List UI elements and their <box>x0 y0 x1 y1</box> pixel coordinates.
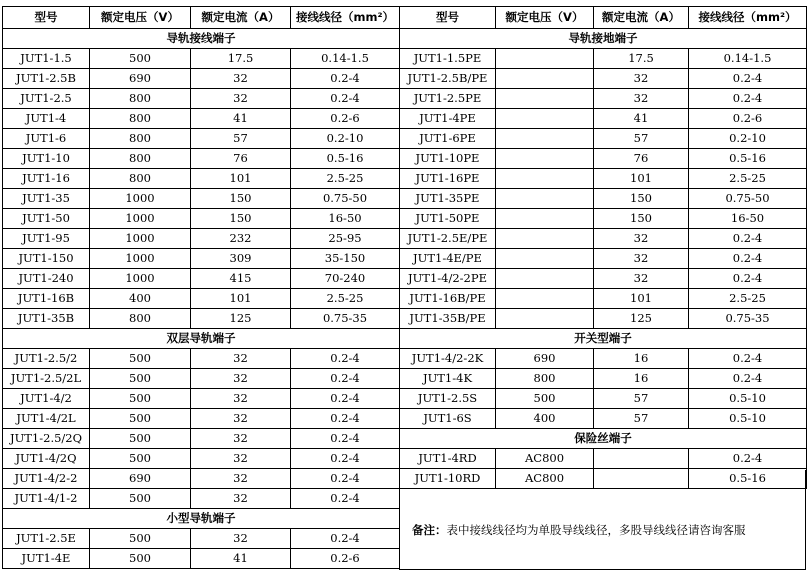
note-text <box>412 522 746 538</box>
cell-current: 32 <box>191 529 291 549</box>
cell-current: 16 <box>594 349 689 369</box>
table-row <box>400 169 807 189</box>
cell-current: 32 <box>191 89 291 109</box>
section-header-row <box>3 509 400 529</box>
cell-model: JUT1-4/2-2 <box>3 469 90 489</box>
cell-wire-size: 0.2-10 <box>291 129 400 149</box>
cell-wire-size: 0.5-16 <box>291 149 400 169</box>
table-row <box>400 369 807 389</box>
cell-current: 150 <box>191 209 291 229</box>
section-title: 小型导轨端子 <box>3 509 400 529</box>
cell-model: JUT1-6 <box>3 129 90 149</box>
table-row <box>3 309 400 329</box>
table-row <box>400 49 807 69</box>
section-title: 开关型端子 <box>400 329 807 349</box>
cell-wire-size: 0.2-6 <box>291 549 400 569</box>
section-title: 导轨接地端子 <box>400 29 807 49</box>
cell-voltage: 800 <box>90 89 191 109</box>
cell-wire-size: 0.2-4 <box>689 449 807 469</box>
cell-wire-size: 0.2-10 <box>689 129 807 149</box>
table-row <box>400 289 807 309</box>
cell-wire-size: 0.75-35 <box>689 309 807 329</box>
cell-current: 101 <box>191 169 291 189</box>
table-row <box>3 269 400 289</box>
table-row <box>3 229 400 249</box>
section-header-row <box>3 29 400 49</box>
cell-wire-size: 0.2-6 <box>689 109 807 129</box>
table-row <box>3 349 400 369</box>
cell-current: 32 <box>594 249 689 269</box>
cell-current: 76 <box>191 149 291 169</box>
table-row <box>400 189 807 209</box>
cell-wire-size: 0.5-10 <box>689 389 807 409</box>
table-row <box>400 269 807 289</box>
header-current: 额定电流（A） <box>594 7 689 29</box>
cell-voltage: 400 <box>90 289 191 309</box>
header-voltage: 额定电压（V） <box>90 7 191 29</box>
cell-model: JUT1-4RD <box>400 449 496 469</box>
cell-wire-size: 2.5-25 <box>689 289 807 309</box>
cell-wire-size: 35-150 <box>291 249 400 269</box>
right-table-panel <box>399 6 806 489</box>
section-title: 保险丝端子 <box>400 429 807 449</box>
cell-voltage: 500 <box>90 349 191 369</box>
header-model: 型号 <box>3 7 90 29</box>
table-row <box>3 469 400 489</box>
cell-current: 17.5 <box>191 49 291 69</box>
cell-wire-size: 70-240 <box>291 269 400 289</box>
cell-current: 101 <box>594 289 689 309</box>
cell-current: 32 <box>191 369 291 389</box>
table-row <box>3 409 400 429</box>
left-table-panel <box>2 6 399 569</box>
table-row <box>3 69 400 89</box>
cell-voltage: 800 <box>90 109 191 129</box>
cell-current: 32 <box>191 429 291 449</box>
table-row <box>400 69 807 89</box>
table-row <box>400 409 807 429</box>
cell-wire-size: 0.14-1.5 <box>291 49 400 69</box>
cell-model: JUT1-2.5E/PE <box>400 229 496 249</box>
cell-model: JUT1-35PE <box>400 189 496 209</box>
cell-model: JUT1-10PE <box>400 149 496 169</box>
cell-current: 41 <box>594 109 689 129</box>
cell-wire-size: 0.75-50 <box>291 189 400 209</box>
section-header-row <box>400 329 807 349</box>
table-row <box>3 429 400 449</box>
cell-voltage: 800 <box>496 369 594 389</box>
cell-wire-size: 0.2-4 <box>291 469 400 489</box>
cell-voltage: 800 <box>90 149 191 169</box>
cell-wire-size: 0.2-4 <box>291 69 400 89</box>
cell-voltage <box>496 149 594 169</box>
cell-current: 76 <box>594 149 689 169</box>
cell-voltage <box>496 89 594 109</box>
cell-current: 57 <box>594 409 689 429</box>
cell-voltage <box>496 269 594 289</box>
cell-wire-size: 0.2-4 <box>291 409 400 429</box>
table-row <box>400 249 807 269</box>
table-row <box>3 449 400 469</box>
cell-voltage <box>496 169 594 189</box>
cell-model: JUT1-150 <box>3 249 90 269</box>
cell-current: 309 <box>191 249 291 269</box>
cell-wire-size: 0.2-4 <box>689 349 807 369</box>
cell-current: 125 <box>191 309 291 329</box>
cell-current: 57 <box>594 129 689 149</box>
cell-wire-size: 0.2-4 <box>689 229 807 249</box>
table-row <box>400 349 807 369</box>
cell-model: JUT1-1.5PE <box>400 49 496 69</box>
cell-voltage <box>496 69 594 89</box>
cell-wire-size: 0.2-6 <box>291 109 400 129</box>
cell-model: JUT1-35 <box>3 189 90 209</box>
cell-voltage: 1000 <box>90 229 191 249</box>
cell-model: JUT1-4PE <box>400 109 496 129</box>
note-box <box>399 470 806 570</box>
cell-current: 32 <box>191 469 291 489</box>
table-row <box>400 109 807 129</box>
cell-voltage: 500 <box>90 529 191 549</box>
cell-model: JUT1-4/1-2 <box>3 489 90 509</box>
cell-wire-size: 0.2-4 <box>291 389 400 409</box>
cell-wire-size: 0.2-4 <box>689 89 807 109</box>
cell-model: JUT1-2.5/2L <box>3 369 90 389</box>
cell-current: 415 <box>191 269 291 289</box>
cell-current: 32 <box>594 269 689 289</box>
table-row <box>400 149 807 169</box>
table-row <box>400 309 807 329</box>
cell-current: 17.5 <box>594 49 689 69</box>
table-row <box>3 49 400 69</box>
table-row <box>400 229 807 249</box>
cell-current: 32 <box>191 389 291 409</box>
cell-wire-size: 0.2-4 <box>291 429 400 449</box>
cell-model: JUT1-4/2-2PE <box>400 269 496 289</box>
header-row <box>3 7 400 29</box>
cell-current: 16 <box>594 369 689 389</box>
cell-current: 125 <box>594 309 689 329</box>
header-model: 型号 <box>400 7 496 29</box>
cell-voltage <box>496 229 594 249</box>
cell-voltage: 690 <box>90 469 191 489</box>
cell-model: JUT1-4 <box>3 109 90 129</box>
cell-current <box>594 449 689 469</box>
cell-voltage: 690 <box>496 349 594 369</box>
table-row <box>400 449 807 469</box>
cell-voltage <box>496 249 594 269</box>
cell-current: 150 <box>594 189 689 209</box>
cell-voltage <box>496 49 594 69</box>
cell-current: 41 <box>191 549 291 569</box>
cell-wire-size: 0.2-4 <box>291 489 400 509</box>
cell-wire-size: 0.5-10 <box>689 409 807 429</box>
cell-model: JUT1-16 <box>3 169 90 189</box>
cell-current: 32 <box>191 449 291 469</box>
cell-current: 32 <box>191 349 291 369</box>
cell-model: JUT1-4/2Q <box>3 449 90 469</box>
cell-current: 232 <box>191 229 291 249</box>
cell-wire-size: 0.5-16 <box>689 469 807 489</box>
cell-model: JUT1-2.5B <box>3 69 90 89</box>
cell-wire-size: 0.2-4 <box>689 269 807 289</box>
table-row <box>3 169 400 189</box>
cell-voltage <box>496 309 594 329</box>
cell-current: 57 <box>191 129 291 149</box>
cell-voltage: 500 <box>90 409 191 429</box>
header-row <box>400 7 807 29</box>
note-label: 备注： <box>412 523 447 537</box>
cell-voltage: 1000 <box>90 249 191 269</box>
cell-current: 150 <box>191 189 291 209</box>
right-spec-table <box>399 6 807 489</box>
table-row <box>400 209 807 229</box>
section-title: 双层导轨端子 <box>3 329 400 349</box>
cell-model: JUT1-4/2-2K <box>400 349 496 369</box>
cell-wire-size: 16-50 <box>291 209 400 229</box>
cell-voltage: 800 <box>90 309 191 329</box>
cell-model: JUT1-50PE <box>400 209 496 229</box>
cell-voltage: 500 <box>90 489 191 509</box>
table-row <box>3 89 400 109</box>
cell-voltage <box>496 109 594 129</box>
cell-model: JUT1-6S <box>400 409 496 429</box>
cell-current: 32 <box>594 69 689 89</box>
cell-model: JUT1-4/2 <box>3 389 90 409</box>
cell-wire-size: 0.75-35 <box>291 309 400 329</box>
cell-wire-size: 16-50 <box>689 209 807 229</box>
table-row <box>3 289 400 309</box>
table-row <box>3 189 400 209</box>
table-row <box>400 89 807 109</box>
cell-model: JUT1-10RD <box>400 469 496 489</box>
cell-voltage: 500 <box>90 429 191 449</box>
table-row <box>400 129 807 149</box>
cell-voltage: 1000 <box>90 209 191 229</box>
cell-model: JUT1-2.5/2 <box>3 349 90 369</box>
header-wire-size: 接线线径（mm²） <box>291 7 400 29</box>
cell-voltage: 500 <box>90 549 191 569</box>
header-current: 额定电流（A） <box>191 7 291 29</box>
table-row <box>3 369 400 389</box>
cell-current: 41 <box>191 109 291 129</box>
section-title: 导轨接线端子 <box>3 29 400 49</box>
table-row <box>3 389 400 409</box>
cell-current: 101 <box>594 169 689 189</box>
cell-model: JUT1-4K <box>400 369 496 389</box>
cell-voltage: 500 <box>90 49 191 69</box>
cell-wire-size: 0.2-4 <box>291 89 400 109</box>
table-row <box>3 549 400 569</box>
table-row <box>400 389 807 409</box>
cell-voltage: 400 <box>496 409 594 429</box>
cell-wire-size: 0.5-16 <box>689 149 807 169</box>
cell-model: JUT1-4E/PE <box>400 249 496 269</box>
cell-voltage: 500 <box>90 369 191 389</box>
cell-model: JUT1-2.5/2Q <box>3 429 90 449</box>
cell-wire-size: 0.2-4 <box>689 69 807 89</box>
cell-wire-size: 2.5-25 <box>689 169 807 189</box>
cell-model: JUT1-4E <box>3 549 90 569</box>
cell-wire-size: 0.2-4 <box>689 249 807 269</box>
cell-current: 32 <box>594 229 689 249</box>
table-row <box>3 529 400 549</box>
cell-current: 32 <box>191 489 291 509</box>
cell-voltage <box>496 189 594 209</box>
cell-voltage: 800 <box>90 169 191 189</box>
cell-model: JUT1-2.5 <box>3 89 90 109</box>
cell-voltage: 800 <box>90 129 191 149</box>
cell-model: JUT1-50 <box>3 209 90 229</box>
cell-voltage: AC800 <box>496 469 594 489</box>
cell-voltage: 1000 <box>90 269 191 289</box>
cell-voltage <box>496 289 594 309</box>
cell-model: JUT1-2.5S <box>400 389 496 409</box>
cell-wire-size: 0.2-4 <box>291 369 400 389</box>
table-row <box>3 489 400 509</box>
cell-wire-size: 0.14-1.5 <box>689 49 807 69</box>
cell-voltage: 500 <box>496 389 594 409</box>
cell-model: JUT1-16B/PE <box>400 289 496 309</box>
cell-model: JUT1-95 <box>3 229 90 249</box>
cell-wire-size: 0.75-50 <box>689 189 807 209</box>
cell-wire-size: 0.2-4 <box>291 449 400 469</box>
header-voltage: 额定电压（V） <box>496 7 594 29</box>
section-header-row <box>400 29 807 49</box>
left-spec-table <box>2 6 400 569</box>
header-wire-size: 接线线径（mm²） <box>689 7 807 29</box>
cell-model: JUT1-35B/PE <box>400 309 496 329</box>
cell-model: JUT1-35B <box>3 309 90 329</box>
table-row <box>3 109 400 129</box>
cell-current: 150 <box>594 209 689 229</box>
table-row <box>3 149 400 169</box>
cell-wire-size: 25-95 <box>291 229 400 249</box>
cell-voltage <box>496 209 594 229</box>
cell-current: 57 <box>594 389 689 409</box>
table-row <box>3 209 400 229</box>
cell-model: JUT1-1.5 <box>3 49 90 69</box>
cell-current: 32 <box>594 89 689 109</box>
cell-model: JUT1-240 <box>3 269 90 289</box>
cell-model: JUT1-2.5E <box>3 529 90 549</box>
cell-current: 32 <box>191 69 291 89</box>
cell-model: JUT1-6PE <box>400 129 496 149</box>
cell-voltage: 1000 <box>90 189 191 209</box>
cell-wire-size: 0.2-4 <box>291 349 400 369</box>
cell-current: 101 <box>191 289 291 309</box>
cell-model: JUT1-2.5B/PE <box>400 69 496 89</box>
cell-model: JUT1-2.5PE <box>400 89 496 109</box>
cell-model: JUT1-4/2L <box>3 409 90 429</box>
cell-model: JUT1-16B <box>3 289 90 309</box>
cell-voltage <box>496 129 594 149</box>
section-header-row <box>400 429 807 449</box>
cell-voltage: 690 <box>90 69 191 89</box>
table-row <box>3 249 400 269</box>
section-header-row <box>3 329 400 349</box>
cell-voltage: AC800 <box>496 449 594 469</box>
note-content: 表中接线线径均为单股导线线径，多股导线线径请咨询客服 <box>446 523 746 537</box>
table-row <box>3 129 400 149</box>
cell-wire-size: 0.2-4 <box>291 529 400 549</box>
cell-wire-size: 0.2-4 <box>689 369 807 389</box>
cell-wire-size: 2.5-25 <box>291 169 400 189</box>
cell-voltage: 500 <box>90 389 191 409</box>
cell-model: JUT1-16PE <box>400 169 496 189</box>
cell-model: JUT1-10 <box>3 149 90 169</box>
cell-wire-size: 2.5-25 <box>291 289 400 309</box>
cell-current: 32 <box>191 409 291 429</box>
cell-voltage: 500 <box>90 449 191 469</box>
